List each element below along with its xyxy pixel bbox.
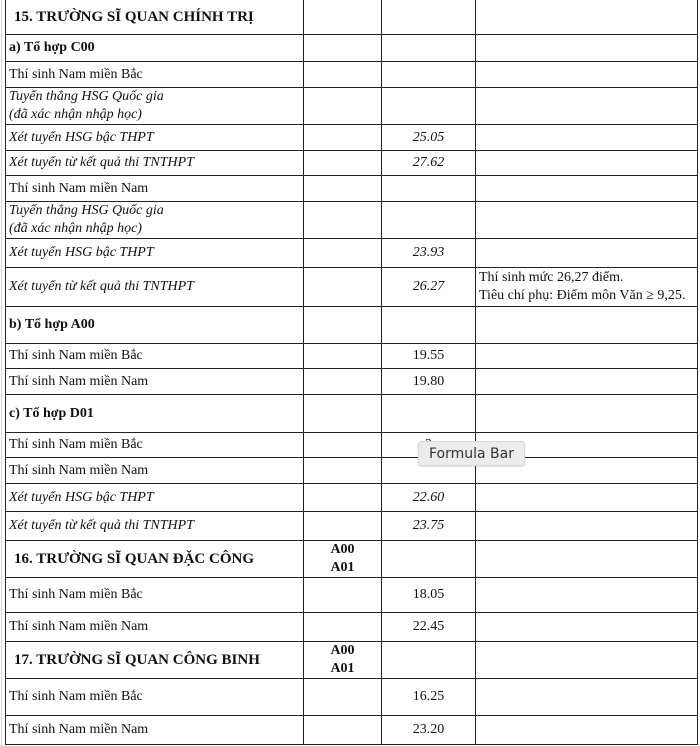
note-cell[interactable] <box>476 151 698 176</box>
table-row <box>6 613 698 642</box>
sheet-gridline <box>1 0 2 746</box>
code-cell[interactable] <box>304 458 382 484</box>
code-cell[interactable] <box>304 0 382 35</box>
code-cell[interactable] <box>304 395 382 433</box>
group-label[interactable]: c) Tổ hợp D01 <box>6 395 304 433</box>
score-cell[interactable] <box>382 62 476 88</box>
group-label[interactable]: a) Tổ hợp C00 <box>6 35 304 62</box>
note-cell[interactable] <box>476 62 698 88</box>
table-row <box>6 239 698 268</box>
note-cell[interactable] <box>476 642 698 679</box>
score-cell[interactable]: 19.55 <box>382 344 476 369</box>
table-row <box>6 484 698 512</box>
note-line2: Tiêu chí phụ: Điểm môn Văn ≥ 9,25. <box>479 288 686 303</box>
row-label[interactable]: Thí sinh Nam miền Bắc <box>6 62 304 88</box>
row-label[interactable]: Thí sinh Nam miền Nam <box>6 369 304 395</box>
group-row-c00 <box>6 35 698 62</box>
score-cell[interactable] <box>382 176 476 202</box>
note-cell[interactable] <box>476 369 698 395</box>
school-title[interactable]: 16. TRƯỜNG SĨ QUAN ĐẶC CÔNG <box>6 541 304 578</box>
code-line1: A00 <box>330 643 355 658</box>
score-cell[interactable] <box>382 307 476 344</box>
code-cell[interactable] <box>304 268 382 307</box>
row-label[interactable]: Xét tuyển từ kết quả thi TNTHPT <box>6 151 304 176</box>
score-cell[interactable]: 25.05 <box>382 125 476 151</box>
note-cell[interactable] <box>476 268 698 307</box>
score-cell[interactable] <box>382 35 476 62</box>
group-label[interactable]: b) Tổ hợp A00 <box>6 307 304 344</box>
row-label[interactable]: Thí sinh Nam miền Nam <box>6 716 304 745</box>
note-line1: Thí sinh mức 26,27 điểm. <box>479 270 624 285</box>
table-row <box>6 151 698 176</box>
score-cell[interactable]: 23.20 <box>382 716 476 745</box>
row-label[interactable]: Thí sinh Nam miền Nam <box>6 176 304 202</box>
note-cell[interactable] <box>476 512 698 541</box>
score-cell[interactable]: 22.60 <box>382 484 476 512</box>
note-cell[interactable] <box>476 239 698 268</box>
table-row <box>6 88 698 125</box>
row-label[interactable]: Thí sinh Nam miền Bắc <box>6 433 304 458</box>
score-cell[interactable]: 26.27 <box>382 268 476 307</box>
code-cell[interactable] <box>304 716 382 745</box>
school-row-15 <box>6 0 698 35</box>
score-cell[interactable]: 27.62 <box>382 151 476 176</box>
table-row <box>6 202 698 239</box>
table-row <box>6 716 698 745</box>
row-label[interactable]: Xét tuyển HSG bậc THPT <box>6 484 304 512</box>
note-cell[interactable] <box>476 125 698 151</box>
table-row <box>6 512 698 541</box>
school-row-17 <box>6 642 698 679</box>
table-row <box>6 176 698 202</box>
code-cell[interactable] <box>304 35 382 62</box>
note-cell[interactable] <box>476 344 698 369</box>
row-label[interactable]: Thí sinh Nam miền Bắc <box>6 344 304 369</box>
code-cell[interactable] <box>304 484 382 512</box>
note-cell[interactable] <box>476 613 698 642</box>
note-cell[interactable] <box>476 307 698 344</box>
score-cell[interactable] <box>382 202 476 239</box>
code-cell[interactable] <box>304 151 382 176</box>
row-label[interactable]: Xét tuyển từ kết quả thi TNTHPT <box>6 512 304 541</box>
row-label[interactable]: Thí sinh Nam miền Bắc <box>6 578 304 613</box>
table-row <box>6 125 698 151</box>
formula-bar-tooltip: Formula Bar <box>418 441 525 466</box>
row-label[interactable] <box>6 202 304 239</box>
table-row <box>6 458 698 484</box>
score-cell[interactable] <box>382 395 476 433</box>
code-cell[interactable] <box>304 578 382 613</box>
row-label[interactable]: Thí sinh Nam miền Bắc <box>6 679 304 716</box>
score-cell[interactable]: 16.25 <box>382 679 476 716</box>
code-line2: A01 <box>330 661 355 676</box>
note-cell[interactable] <box>476 484 698 512</box>
note-cell[interactable] <box>476 0 698 35</box>
row-label[interactable]: Xét tuyển HSG bậc THPT <box>6 239 304 268</box>
score-cell[interactable] <box>382 88 476 125</box>
row-label[interactable]: Thí sinh Nam miền Nam <box>6 458 304 484</box>
table-row <box>6 679 698 716</box>
score-cell[interactable]: 19.80 <box>382 369 476 395</box>
table-row <box>6 369 698 395</box>
score-cell[interactable]: 22.45 <box>382 613 476 642</box>
code-cell[interactable] <box>304 176 382 202</box>
table-row <box>6 62 698 88</box>
code-cell[interactable] <box>304 613 382 642</box>
row-label-line1: Tuyển thẳng HSG Quốc gia <box>9 203 164 218</box>
row-label-line1: Tuyển thẳng HSG Quốc gia <box>9 89 164 104</box>
code-cell[interactable] <box>304 369 382 395</box>
code-cell[interactable] <box>304 307 382 344</box>
row-label-line2: (đã xác nhận nhập học) <box>9 221 142 236</box>
row-label[interactable]: Xét tuyển HSG bậc THPT <box>6 125 304 151</box>
table-row <box>6 344 698 369</box>
code-cell[interactable] <box>304 679 382 716</box>
note-cell[interactable] <box>476 578 698 613</box>
score-cell[interactable]: 23.93 <box>382 239 476 268</box>
score-cell[interactable]: 23.75 <box>382 512 476 541</box>
group-row-a00 <box>6 307 698 344</box>
score-cell[interactable] <box>382 0 476 35</box>
note-cell[interactable] <box>476 35 698 62</box>
note-cell[interactable] <box>476 679 698 716</box>
row-label[interactable]: Thí sinh Nam miền Nam <box>6 613 304 642</box>
code-cell[interactable] <box>304 512 382 541</box>
code-line1: A00 <box>330 542 355 557</box>
score-cell[interactable]: 18.05 <box>382 578 476 613</box>
code-cell[interactable] <box>304 541 382 578</box>
code-line2: A01 <box>330 560 355 575</box>
code-cell[interactable] <box>304 433 382 458</box>
code-cell[interactable] <box>304 344 382 369</box>
score-cell[interactable] <box>382 642 476 679</box>
row-label-line2: (đã xác nhận nhập học) <box>9 107 142 122</box>
code-cell[interactable] <box>304 62 382 88</box>
code-cell[interactable] <box>304 202 382 239</box>
note-cell[interactable] <box>476 176 698 202</box>
table-row <box>6 268 698 307</box>
table-row <box>6 578 698 613</box>
school-row-16 <box>6 541 698 578</box>
group-row-d01 <box>6 395 698 433</box>
score-cell[interactable] <box>382 541 476 578</box>
row-label[interactable] <box>6 88 304 125</box>
note-cell[interactable] <box>476 541 698 578</box>
row-label[interactable]: Xét tuyển từ kết quả thi TNTHPT <box>6 268 304 307</box>
school-title[interactable]: 17. TRƯỜNG SĨ QUAN CÔNG BINH <box>6 642 304 679</box>
code-cell[interactable] <box>304 642 382 679</box>
note-cell[interactable] <box>476 395 698 433</box>
note-cell[interactable] <box>476 202 698 239</box>
code-cell[interactable] <box>304 239 382 268</box>
admission-scores-table <box>5 0 698 745</box>
code-cell[interactable] <box>304 125 382 151</box>
table-row <box>6 433 698 458</box>
school-title[interactable]: 15. TRƯỜNG SĨ QUAN CHÍNH TRỊ <box>6 0 304 35</box>
code-cell[interactable] <box>304 88 382 125</box>
note-cell[interactable] <box>476 716 698 745</box>
note-cell[interactable] <box>476 88 698 125</box>
